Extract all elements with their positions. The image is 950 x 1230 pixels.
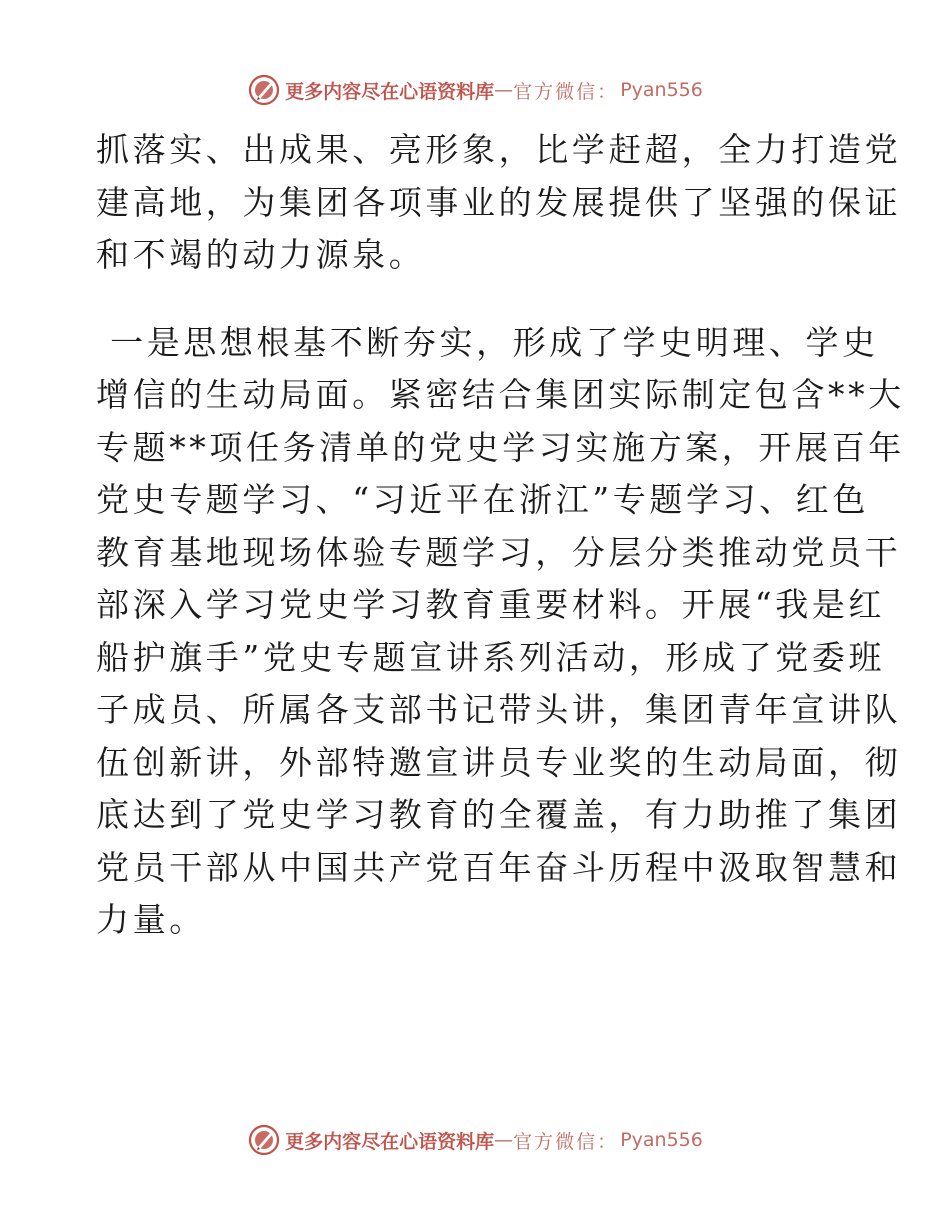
pen-circle-logo-icon bbox=[247, 73, 281, 107]
watermark-separator: — bbox=[494, 1129, 514, 1151]
text-line: 党史专题学习、“习近平在浙江”专题学习、红色 bbox=[96, 480, 869, 519]
paragraph-2 bbox=[96, 317, 905, 947]
paragraph-1 bbox=[96, 124, 902, 282]
text-line: 子成员、所属各支部书记带头讲，集团青年宣讲队 bbox=[96, 690, 902, 729]
text-line: 力量。 bbox=[96, 900, 206, 939]
document-body bbox=[96, 124, 905, 947]
header-watermark bbox=[0, 70, 950, 110]
text-line: 部深入学习党史学习教育重要材料。开展“我是红 bbox=[96, 585, 886, 624]
text-line: 教育基地现场体验专题学习，分层分类推动党员干 bbox=[96, 532, 902, 572]
text-line: 党员干部从中国共产党百年奋斗历程中汲取智慧和 bbox=[96, 847, 902, 887]
text-line: 船护旗手”党史专题宣讲系列活动，形成了党委班 bbox=[96, 637, 886, 677]
text-line: 建高地，为集团各项事业的发展提供了坚强的保证 bbox=[96, 182, 902, 222]
watermark-brand: 更多内容尽在心语资料库 bbox=[285, 80, 495, 103]
footer-watermark bbox=[0, 1120, 950, 1160]
text-line: 底达到了党史学习教育的全覆盖，有力助推了集团 bbox=[96, 795, 902, 834]
watermark-brand: 更多内容尽在心语资料库 bbox=[285, 1130, 495, 1153]
text-line: 增信的生动局面。紧密结合集团实际制定包含**大 bbox=[96, 375, 905, 414]
text-line: 伍创新讲，外部特邀宣讲员专业奖的生动局面，彻 bbox=[96, 742, 902, 782]
watermark-separator: — bbox=[494, 79, 514, 101]
watermark-official: 官方微信： bbox=[513, 80, 619, 103]
text-line: 专题**项任务清单的党史学习实施方案，开展百年 bbox=[96, 427, 905, 467]
watermark-wechat-id: Pyan556 bbox=[620, 1129, 703, 1151]
watermark-wechat-id: Pyan556 bbox=[620, 79, 703, 101]
text-line: 一是思想根基不断夯实，形成了学史明理、学史 bbox=[96, 322, 879, 362]
text-line: 抓落实、出成果、亮形象，比学赶超，全力打造党 bbox=[96, 130, 902, 169]
text-line: 和不竭的动力源泉。 bbox=[96, 235, 426, 274]
pen-circle-logo-icon bbox=[247, 1123, 281, 1157]
watermark-official: 官方微信： bbox=[513, 1130, 619, 1153]
